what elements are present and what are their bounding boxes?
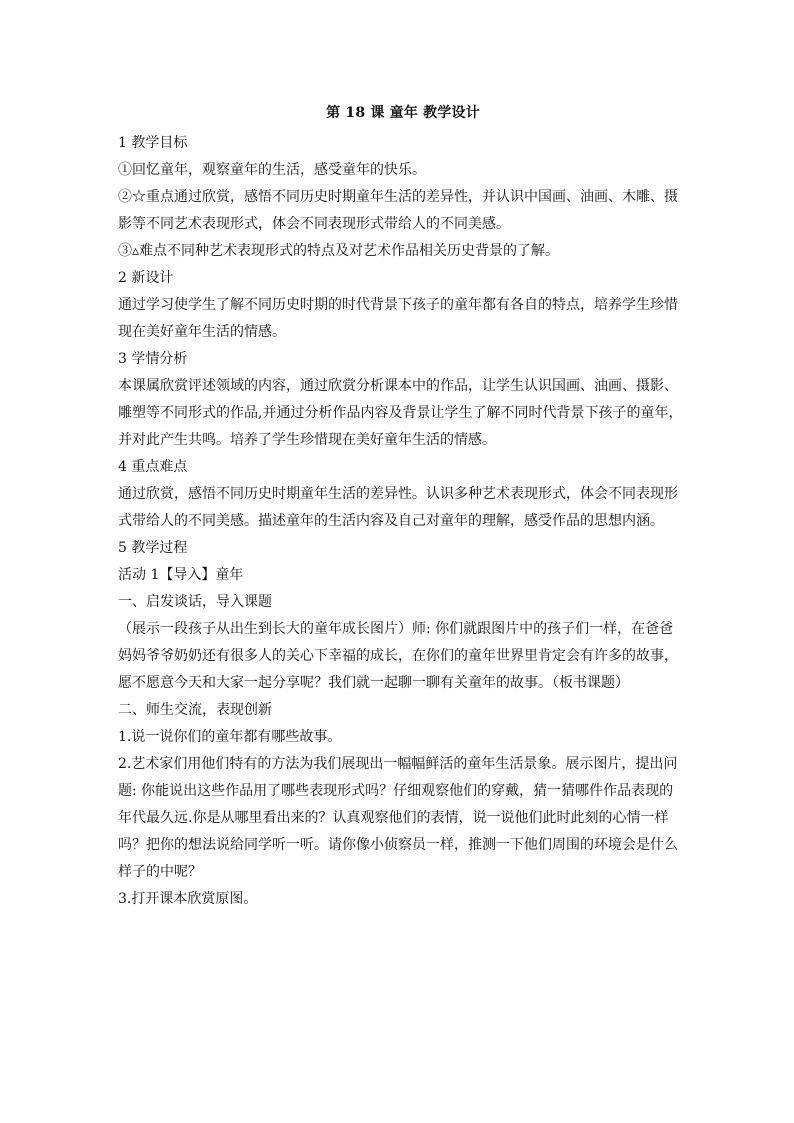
paragraph-line: 现在美好童年生活的情感。 bbox=[118, 324, 286, 340]
paragraph-line: 本课属欣赏评述领域的内容，通过欣赏分析课本中的作品，让学生认识国画、油画、摄影、 bbox=[118, 378, 678, 394]
paragraph-line: 年代最久远.你是从哪里看出来的？认真观察他们的表情，说一说他们此时此刻的心情一样 bbox=[118, 810, 669, 826]
paragraph bbox=[118, 889, 688, 909]
section-heading: 5 教学过程 bbox=[118, 540, 188, 556]
section-heading: 2 新设计 bbox=[118, 270, 174, 286]
paragraph-line: 并对此产生共鸣。培养了学生珍惜现在美好童年生活的情感。 bbox=[118, 432, 496, 448]
paragraph bbox=[118, 187, 688, 234]
section-heading: 3 学情分析 bbox=[118, 351, 188, 367]
paragraph bbox=[118, 484, 688, 531]
paragraph-line: 愿不愿意今天和大家一起分享呢？我们就一起聊一聊有关童年的故事。（板书课题） bbox=[118, 675, 629, 691]
paragraph-line: 妈妈爷爷奶奶还有很多人的关心下幸福的成长，在你们的童年世界里肯定会有许多的故事， bbox=[118, 648, 678, 664]
paragraph-line: 3.打开课本欣赏原图。 bbox=[118, 891, 258, 907]
document-title: 第 18 课 童年 教学设计 bbox=[326, 105, 480, 121]
paragraph bbox=[118, 619, 688, 693]
paragraph-line: 二、师生交流，表现创新 bbox=[118, 702, 272, 718]
paragraph bbox=[118, 160, 688, 180]
paragraph bbox=[118, 700, 688, 720]
paragraph-line: 一、启发谈话，导入课题 bbox=[118, 594, 272, 610]
section-heading: 4 重点难点 bbox=[118, 459, 188, 475]
paragraph-line: 影等不同艺术表现形式，体会不同表现形式带给人的不同美感。 bbox=[118, 216, 510, 232]
paragraph-line: ①回忆童年，观察童年的生活，感受童年的快乐。 bbox=[118, 162, 426, 178]
paragraph-line: ③▵难点不同种艺术表现形式的特点及对艺术作品相关历史背景的了解。 bbox=[118, 243, 560, 259]
section-heading: 1 教学目标 bbox=[118, 135, 188, 151]
paragraph-line: 通过欣赏，感悟不同历史时期童年生活的差异性。认识多种艺术表现形式，体会不同表现形 bbox=[118, 486, 678, 502]
document-sections bbox=[118, 133, 688, 909]
paragraph bbox=[118, 241, 688, 261]
paragraph-line: （展示一段孩子从出生到长大的童年成长图片）师: 你们就跟图片中的孩子们一样，在爸爸 bbox=[118, 621, 674, 637]
paragraph bbox=[118, 754, 688, 882]
paragraph bbox=[118, 727, 688, 747]
paragraph-line: 式带给人的不同美感。描述童年的生活内容及自己对童年的理解，感受作品的思想内涵。 bbox=[118, 513, 664, 529]
document-content bbox=[118, 104, 688, 916]
paragraph-line: 2.艺术家们用他们特有的方法为我们展现出一幅幅鲜活的童年生活景象。展示图片，提出问 bbox=[118, 756, 678, 772]
paragraph-line: ②☆重点通过欣赏，感悟不同历史时期童年生活的差异性，并认识中国画、油画、木雕、摄 bbox=[118, 189, 678, 205]
paragraph bbox=[118, 565, 688, 585]
paragraph-line: 活动 1【导入】童年 bbox=[118, 567, 244, 583]
paragraph-line: 1.说一说你们的童年都有哪些故事。 bbox=[118, 729, 342, 745]
paragraph-line: 吗？把你的想法说给同学听一听。请你像小侦察员一样，推测一下他们周围的环境会是什么 bbox=[118, 837, 678, 853]
paragraph-line: 题: 你能说出这些作品用了哪些表现形式吗？仔细观察他们的穿戴，猜一猜哪件作品表现的 bbox=[118, 783, 674, 799]
paragraph-line: 样子的中呢？ bbox=[118, 864, 202, 880]
paragraph-line: 雕塑等不同形式的作品,并通过分析作品内容及背景让学生了解不同时代背景下孩子的童年， bbox=[118, 405, 683, 421]
paragraph bbox=[118, 376, 688, 450]
paragraph-line: 通过学习使学生了解不同历史时期的时代背景下孩子的童年都有各自的特点，培养学生珍惜 bbox=[118, 297, 678, 313]
paragraph bbox=[118, 592, 688, 612]
paragraph bbox=[118, 295, 688, 342]
